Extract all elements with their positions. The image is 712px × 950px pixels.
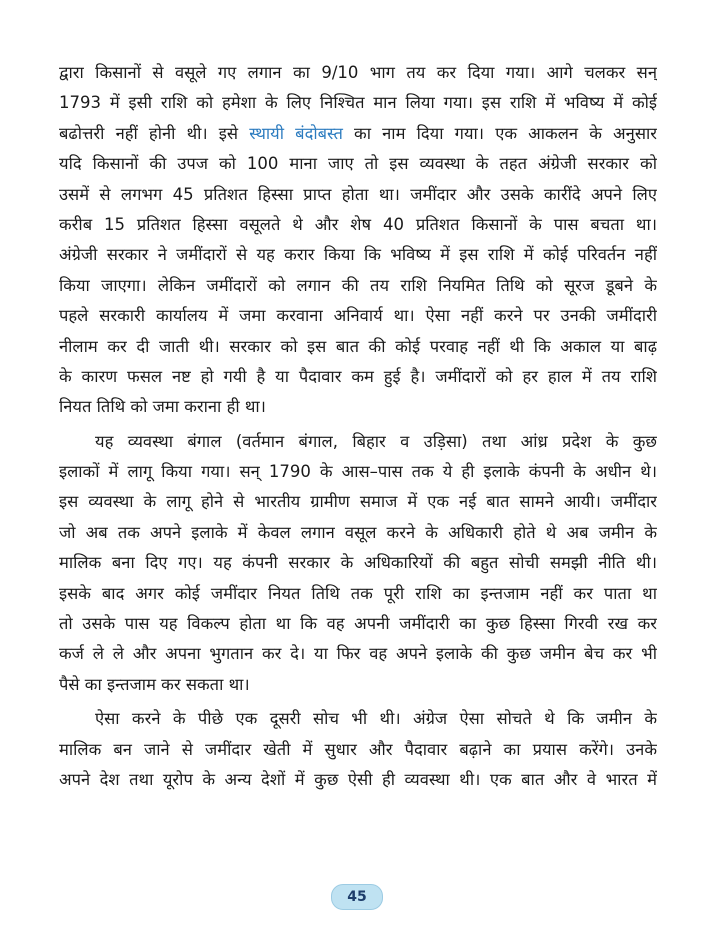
text-line: कर्ज ले ले और अपना भुगतान कर दे। या फिर वह अपने इलाके की कुछ जमीन बेच कर भी (59, 644, 657, 664)
text-line: 1793 में इसी राशि को हमेशा के लिए निश्चित मान लिया गया। इस राशि में भविष्य में कोई (59, 93, 657, 113)
text-line: यदि किसानों की उपज को 100 माना जाए तो इस व्यवस्था के तहत अंग्रेजी सरकार को (59, 154, 657, 174)
text-fragment: बढोत्तरी नहीं होनी थी। इसे (59, 123, 250, 143)
text-line: तो उसके पास यह विकल्प होता था कि वह अपनी जमींदारी का कुछ हिस्सा गिरवी रख कर (59, 614, 657, 634)
text-line: इस व्यवस्था के लागू होने से भारतीय ग्रामीण समाज में एक नई बात सामने आयी। जमींदार (59, 492, 657, 512)
text-line: इलाकों में लागू किया गया। सन् 1790 के आस–पास तक ये ही इलाके कंपनी के अधीन थे। (59, 462, 657, 482)
text-line: इसके बाद अगर कोई जमींदार नियत तिथि तक पूरी राशि का इन्तजाम नहीं कर पाता था (59, 583, 657, 603)
text-line: पहले सरकारी कार्यालय में जमा करवाना अनिवार्य था। ऐसा नहीं करने पर उनकी जमींदारी (59, 306, 657, 326)
text-line: मालिक बन जाने से जमींदार खेती में सुधार और पैदावार बढ़ाने का प्रयास करेंगे। उनके (59, 739, 657, 759)
text-line: नीलाम कर दी जाती थी। सरकार को इस बात की कोई परवाह नहीं थी कि अकाल या बाढ़ (59, 336, 657, 356)
highlighted-term: स्थायी बंदोबस्त (249, 123, 343, 143)
text-line (59, 119, 657, 149)
text-line: जो अब तक अपने इलाके में केवल लगान वसूल करने के अधिकारी होते थे अब जमीन के (59, 522, 657, 542)
page-body (59, 58, 657, 795)
paragraph-3 (59, 704, 657, 795)
text-line: पैसे का इन्तजाम कर सकता था। (59, 674, 250, 694)
text-fragment: का नाम दिया गया। एक आकलन के अनुसार (342, 123, 657, 143)
text-line: ऐसा करने के पीछे एक दूसरी सोच भी थी। अंग्रेज ऐसा सोचते थे कि जमीन के (95, 709, 657, 729)
text-line: अपने देश तथा यूरोप के अन्य देशों में कुछ ऐसी ही व्यवस्था थी। एक बात और वे भारत में (59, 769, 657, 789)
paragraph-2 (59, 427, 657, 701)
paragraph-1 (59, 58, 657, 423)
page-number-badge: 45 (331, 884, 383, 910)
text-line: मालिक बना दिए गए। यह कंपनी सरकार के अधिकारियों की बहुत सोची समझी नीति थी। (59, 553, 657, 573)
text-line: के कारण फसल नष्ट हो गयी है या पैदावार कम हुई है। जमींदारों को हर हाल में तय राशि (59, 366, 657, 386)
text-line: करीब 15 प्रतिशत हिस्सा वसूलते थे और शेष 40 प्रतिशत किसानों के पास बचता था। (59, 214, 657, 234)
text-line: अंग्रेजी सरकार ने जमींदारों से यह करार किया कि भविष्य में इस राशि में कोई परिवर्तन नहीं (59, 245, 657, 265)
text-line: द्वारा किसानों से वसूले गए लगान का 9/10 भाग तय कर दिया गया। आगे चलकर सन् (59, 63, 657, 82)
text-line: उसमें से लगभग 45 प्रतिशत हिस्सा प्राप्त होता था। जमींदार और उसके कारींदे अपने लिए (59, 184, 657, 204)
text-line: यह व्यवस्था बंगाल (वर्तमान बंगाल, बिहार व उड़िसा) तथा आंध्र प्रदेश के कुछ (95, 431, 657, 451)
text-line: किया जाएगा। लेकिन जमींदारों को लगान की तय राशि नियमित तिथि को सूरज डूबने के (59, 275, 657, 295)
text-line: नियत तिथि को जमा कराना ही था। (59, 397, 266, 417)
